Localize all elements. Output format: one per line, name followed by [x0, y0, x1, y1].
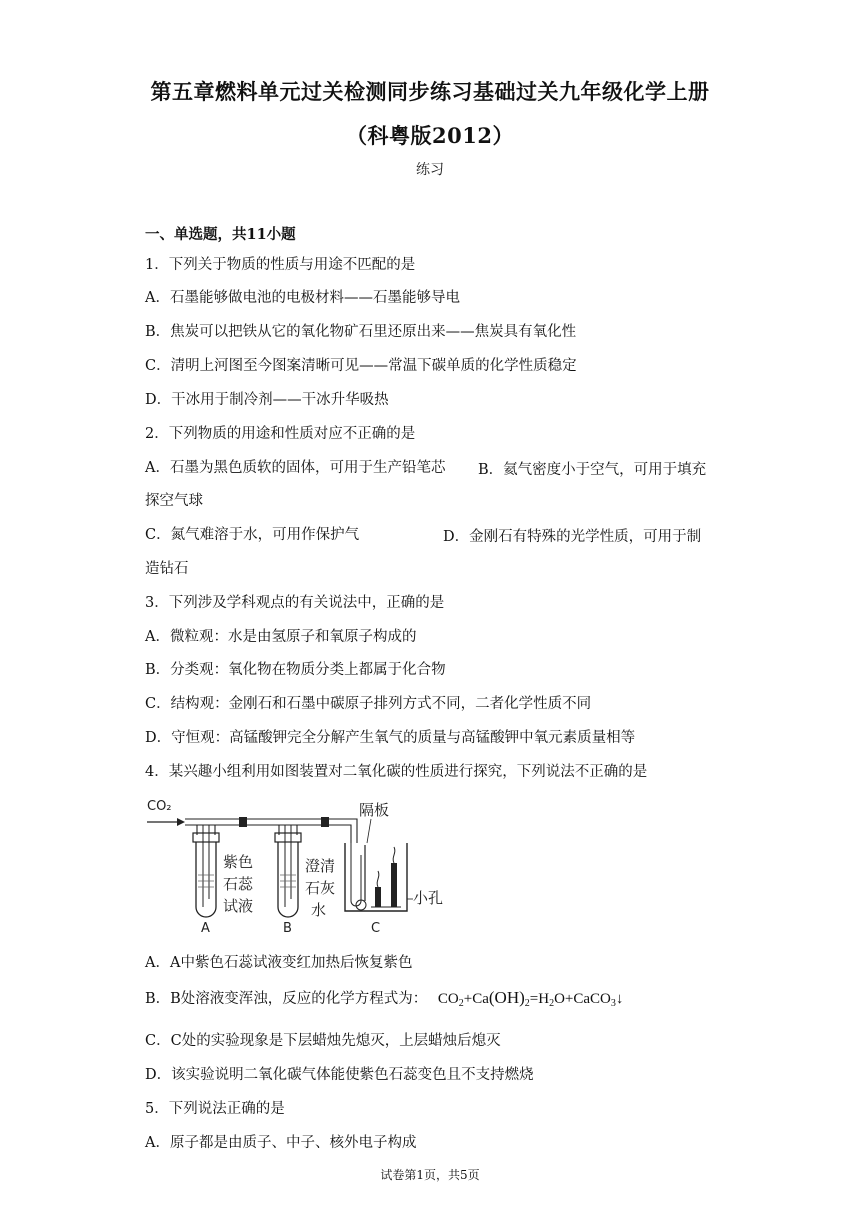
question-1-option-a: A．石墨能够做电池的电极材料——石墨能够导电 — [145, 290, 460, 306]
question-1-option-b: B．焦炭可以把铁从它的氧化物矿石里还原出来——焦炭具有氧化性 — [145, 324, 577, 340]
question-4-option-b-text: B．B处溶液变浑浊，反应的化学方程式为： — [145, 991, 428, 1007]
pipe-to-tube-a — [185, 819, 267, 825]
tube-a-liquid-label-1: 紫色 — [223, 853, 254, 871]
question-4-option-b — [145, 988, 623, 1014]
test-tube-a — [193, 825, 219, 917]
co2-apparatus-figure — [145, 795, 445, 935]
document-title-line1: 第五章燃料单元过关检测同步练习基础过关九年级化学上册 — [150, 79, 710, 104]
tube-a-liquid-label-2: 石蕊 — [223, 875, 254, 893]
eq-co: CO — [437, 991, 459, 1007]
question-2-option-b-continued: 探空气球 — [145, 493, 203, 509]
page-footer: 试卷第1页，共5页 — [380, 1168, 480, 1182]
question-2-option-c: C．氮气难溶于水，可用作保护气 — [145, 527, 360, 543]
eq-sub-3: 2 — [549, 998, 555, 1009]
eq-o-caco: O+CaCO — [554, 991, 611, 1007]
question-3-stem: 3．下列涉及学科观点的有关说法中，正确的是 — [145, 595, 445, 611]
label-c: C — [371, 921, 381, 935]
precipitate-arrow: ↓ — [615, 991, 624, 1007]
document-title-line2: （科粤版2012） — [346, 123, 514, 148]
eq-sub-2: 2 — [524, 998, 530, 1009]
gas-flow-arrow-icon — [177, 818, 185, 826]
question-4-option-d: D．该实验说明二氧化碳气体能使紫色石蕊变色且不支持燃烧 — [145, 1067, 534, 1083]
eq-ca: +Ca — [463, 991, 489, 1007]
label-b: B — [283, 921, 292, 935]
eq-sub-1: 2 — [458, 998, 464, 1009]
question-4-option-c: C．C处的实验现象是下层蜡烛先熄灭，上层蜡烛后熄灭 — [145, 1033, 501, 1049]
question-1-stem: 1．下列关于物质的性质与用途不匹配的是 — [145, 257, 416, 273]
question-1-option-c: C．清明上河图至今图案清晰可见——常温下碳单质的化学性质稳定 — [145, 358, 577, 374]
question-2-option-d: D．金刚石有特殊的光学性质，可用于制 — [443, 529, 702, 545]
tube-b-liquid-label-3: 水 — [311, 901, 327, 919]
connector-2 — [321, 817, 329, 827]
question-5-stem: 5．下列说法正确的是 — [145, 1101, 285, 1117]
tube-b-liquid-label-1: 澄清 — [305, 857, 336, 875]
question-3-option-c: C．结构观：金刚石和石墨中碳原子排列方式不同，二者化学性质不同 — [145, 696, 592, 712]
tube-b-liquid-label-2: 石灰 — [305, 879, 336, 897]
partition-label: 隔板 — [359, 801, 390, 819]
co2-label: CO₂ — [147, 799, 172, 814]
question-2-option-d-continued: 造钻石 — [145, 561, 189, 577]
section-heading: 一、单选题，共11小题 — [145, 226, 296, 243]
question-2-option-a: A．石墨为黑色质软的固体，可用于生产铅笔芯 — [145, 460, 446, 476]
question-1-option-d: D．干冰用于制冷剂——干冰升华吸热 — [145, 392, 389, 408]
test-tube-b — [275, 825, 301, 917]
eq-h: =H — [529, 991, 550, 1007]
eq-sub-4: 3 — [610, 998, 616, 1009]
pipe-to-beaker-c — [345, 819, 357, 843]
question-3-option-b: B．分类观：氧化物在物质分类上都属于化合物 — [145, 662, 446, 678]
question-2-option-b: B．氦气密度小于空气，可用于填充 — [478, 462, 707, 478]
pipe-to-tube-b — [267, 819, 345, 825]
question-5-option-a: A．原子都是由质子、中子、核外电子构成 — [145, 1135, 417, 1151]
hole-label: 小孔 — [413, 889, 444, 907]
beaker-c — [345, 843, 407, 911]
chemical-equation — [437, 988, 624, 1009]
eq-oh: (OH) — [488, 988, 525, 1007]
question-4-option-a: A．A中紫色石蕊试液变红加热后恢复紫色 — [145, 955, 413, 971]
tube-a-liquid-label-3: 试液 — [223, 897, 254, 915]
document-subtitle: 练习 — [416, 162, 444, 178]
label-a: A — [201, 921, 210, 935]
question-3-option-a: A．微粒观：水是由氢原子和氧原子构成的 — [145, 629, 417, 645]
question-3-option-d: D．守恒观：高锰酸钾完全分解产生氧气的质量与高锰酸钾中氧元素质量相等 — [145, 730, 636, 746]
partition-pointer — [367, 819, 371, 843]
connector-1 — [239, 817, 247, 827]
question-4-stem: 4．某兴趣小组利用如图装置对二氧化碳的性质进行探究，下列说法不正确的是 — [145, 764, 648, 780]
question-2-stem: 2．下列物质的用途和性质对应不正确的是 — [145, 426, 416, 442]
